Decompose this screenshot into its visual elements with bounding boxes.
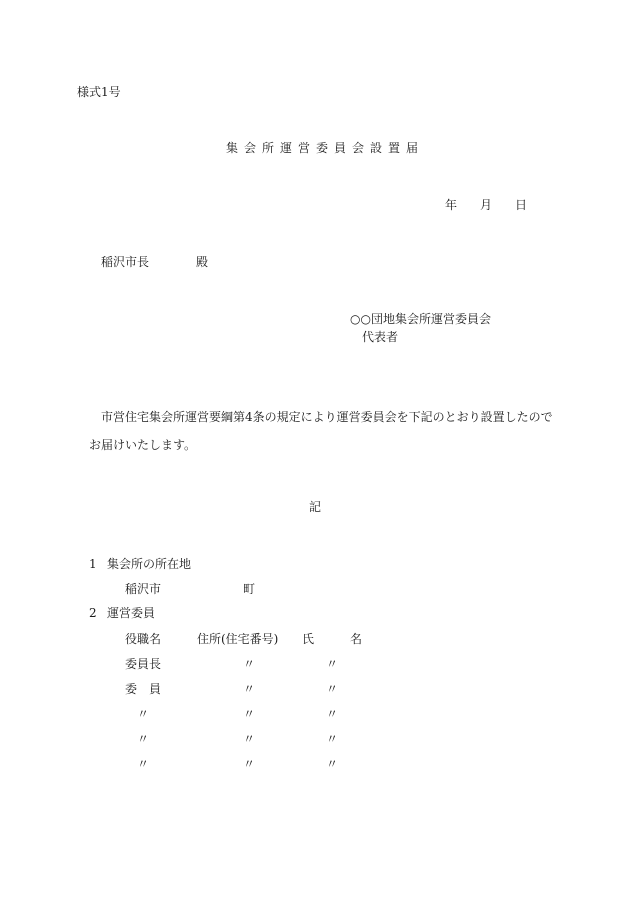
section1-town-suffix: 町 xyxy=(243,582,256,596)
member-row-address: 〃 xyxy=(243,682,256,696)
member-row-role: 委 員 xyxy=(125,682,162,696)
section1-number: 1 xyxy=(89,557,97,571)
member-row-name: 〃 xyxy=(326,732,339,746)
column-address-header: 住所(住宅番号) xyxy=(197,632,279,646)
member-row-role: 〃 xyxy=(137,757,150,771)
body-line-1: 市営住宅集会所運営要綱第4条の規定により運営委員会を下記のとおり設置したので xyxy=(101,410,553,424)
section2-heading: 運営委員 xyxy=(107,606,156,620)
sender-representative-label: 代表者 xyxy=(362,330,399,344)
form-number: 様式1号 xyxy=(77,85,121,99)
column-role-header: 役職名 xyxy=(125,632,162,646)
member-row-name: 〃 xyxy=(326,682,339,696)
member-row-name: 〃 xyxy=(326,757,339,771)
member-row-name: 〃 xyxy=(326,707,339,721)
date-month-label: 月 xyxy=(480,198,493,212)
column-name-family-header: 氏 xyxy=(302,632,315,646)
member-row-role: 〃 xyxy=(137,732,150,746)
date-day-label: 日 xyxy=(515,198,528,212)
section1-heading: 集会所の所在地 xyxy=(107,557,192,571)
member-row-address: 〃 xyxy=(243,707,256,721)
member-row-role: 〃 xyxy=(137,707,150,721)
ki-label: 記 xyxy=(309,500,322,514)
column-name-given-header: 名 xyxy=(350,632,363,646)
member-row-address: 〃 xyxy=(243,757,256,771)
addressee-name: 稲沢市長 xyxy=(101,255,150,269)
member-row-role: 委員長 xyxy=(125,657,162,671)
member-row-name: 〃 xyxy=(326,657,339,671)
date-year-label: 年 xyxy=(445,198,458,212)
member-row-address: 〃 xyxy=(243,732,256,746)
document-title: 集会所運営委員会設置届 xyxy=(226,141,425,155)
body-line-2: お届けいたします。 xyxy=(89,438,197,452)
addressee-honorific: 殿 xyxy=(196,255,209,269)
section2-number: 2 xyxy=(89,606,97,620)
section1-city: 稲沢市 xyxy=(125,582,162,596)
sender-organization: ○○団地集会所運営委員会 xyxy=(350,312,491,326)
member-row-address: 〃 xyxy=(243,657,256,671)
